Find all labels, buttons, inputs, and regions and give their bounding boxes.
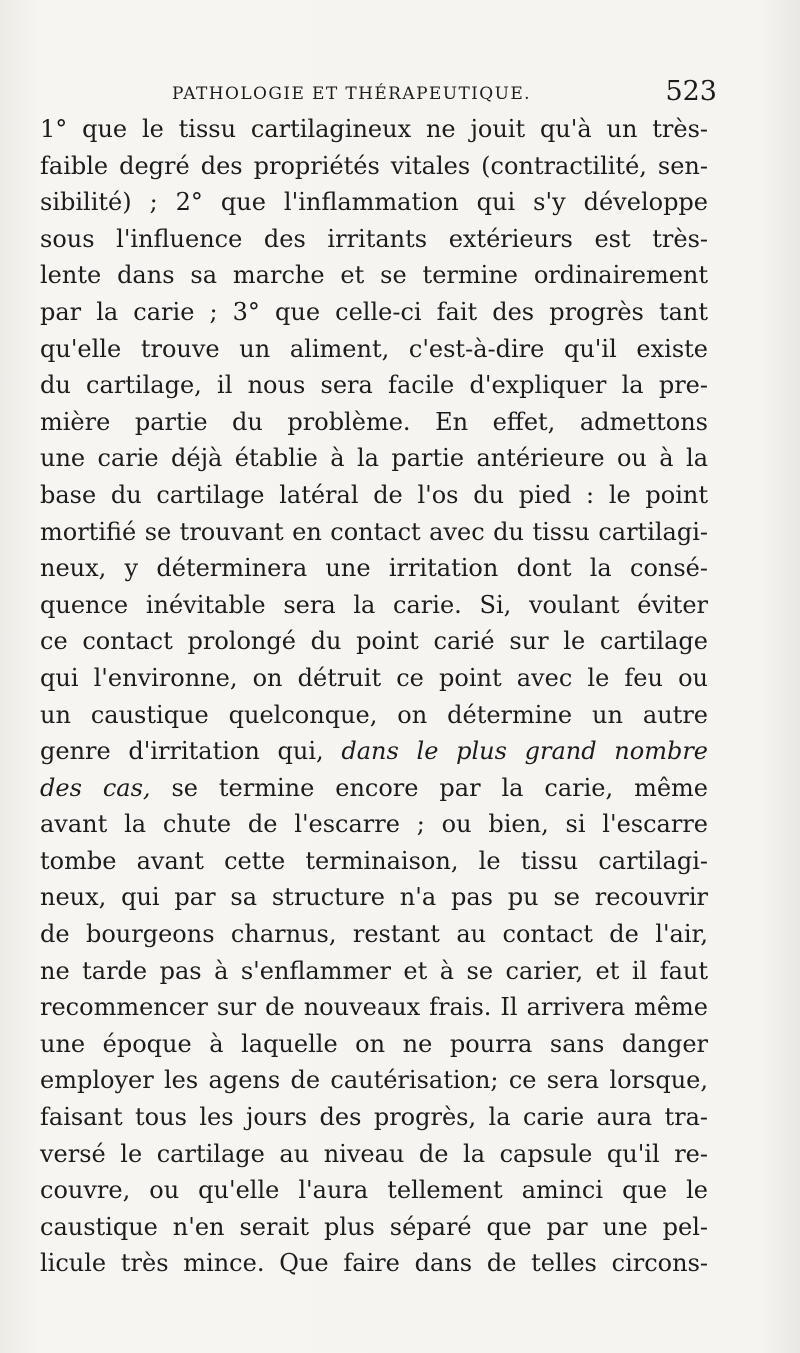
text-line: par la carie ; 3° que celle-ci fait des progrès tant [40,297,708,326]
body-text [40,111,708,1282]
text-line: mière partie du problème. En effet, admettons [40,407,708,436]
text-line: tombe avant cette terminaison, le tissu cartilagi- [40,846,708,875]
text-line: base du cartilage latéral de l'os du pied : le point [40,480,708,509]
text-line: versé le cartilage au niveau de la capsule qu'il re- [40,1139,708,1168]
text-line: avant la chute de l'escarre ; ou bien, si l'escarre [40,810,708,839]
text-line: lente dans sa marche et se termine ordinairement [40,261,708,290]
text-line: couvre, ou qu'elle l'aura tellement aminci que le [40,1176,708,1205]
text-line: faisant tous les jours des progrès, la carie aura tra- [40,1103,708,1132]
page-header [172,74,717,110]
text-line: quence inévitable sera la carie. Si, voulant éviter [40,590,708,619]
text-run: se termine encore par la carie, même [171,773,708,802]
text-line: une carie déjà établie à la partie antérieure ou à la [40,444,708,473]
text-line-mixed [40,733,708,770]
text-line: employer les agens de cautérisation; ce sera lorsque, [40,1066,708,1095]
text-line: qui l'environne, on détruit ce point avec le feu ou [40,663,708,692]
italic-run: des cas, [40,773,151,802]
text-run: genre d'irritation qui, [40,737,342,766]
text-line: neux, y déterminera une irritation dont la consé- [40,554,708,583]
text-line: sous l'influence des irritants extérieurs est très- [40,224,708,253]
text-line: ne tarde pas à s'enflammer et à se carier, et il faut [40,956,708,985]
text-line: faible degré des propriétés vitales (contractilité, sen- [40,151,708,180]
text-line: caustique n'en serait plus séparé que par une pel- [40,1212,708,1241]
text-line: qu'elle trouve un aliment, c'est-à-dire qu'il existe [40,334,708,363]
text-line-mixed [40,770,708,807]
text-line: une époque à laquelle on ne pourra sans danger [40,1029,708,1058]
text-line: ce contact prolongé du point carié sur le cartilage [40,627,708,656]
text-line: mortifié se trouvant en contact avec du tissu cartilagi- [40,517,708,546]
text-line: 1° que le tissu cartilagineux ne jouit qu'à un très- [40,115,708,143]
italic-run: dans le plus grand nombre [341,737,708,766]
text-line: licule très mince. Que faire dans de telles circons- [40,1249,708,1278]
text-line: un caustique quelconque, on détermine un autre [40,700,708,729]
text-line: sibilité) ; 2° que l'inflammation qui s'y développe [40,188,708,217]
running-title: PATHOLOGIE ET THÉRAPEUTIQUE. [172,84,531,104]
page-number: 523 [665,76,717,107]
text-line: du cartilage, il nous sera facile d'expliquer la pre- [40,371,708,400]
text-line: recommencer sur de nouveaux frais. Il arrivera même [40,993,708,1022]
text-line: de bourgeons charnus, restant au contact de l'air, [40,920,708,949]
text-line: neux, qui par sa structure n'a pas pu se recouvrir [40,883,708,912]
